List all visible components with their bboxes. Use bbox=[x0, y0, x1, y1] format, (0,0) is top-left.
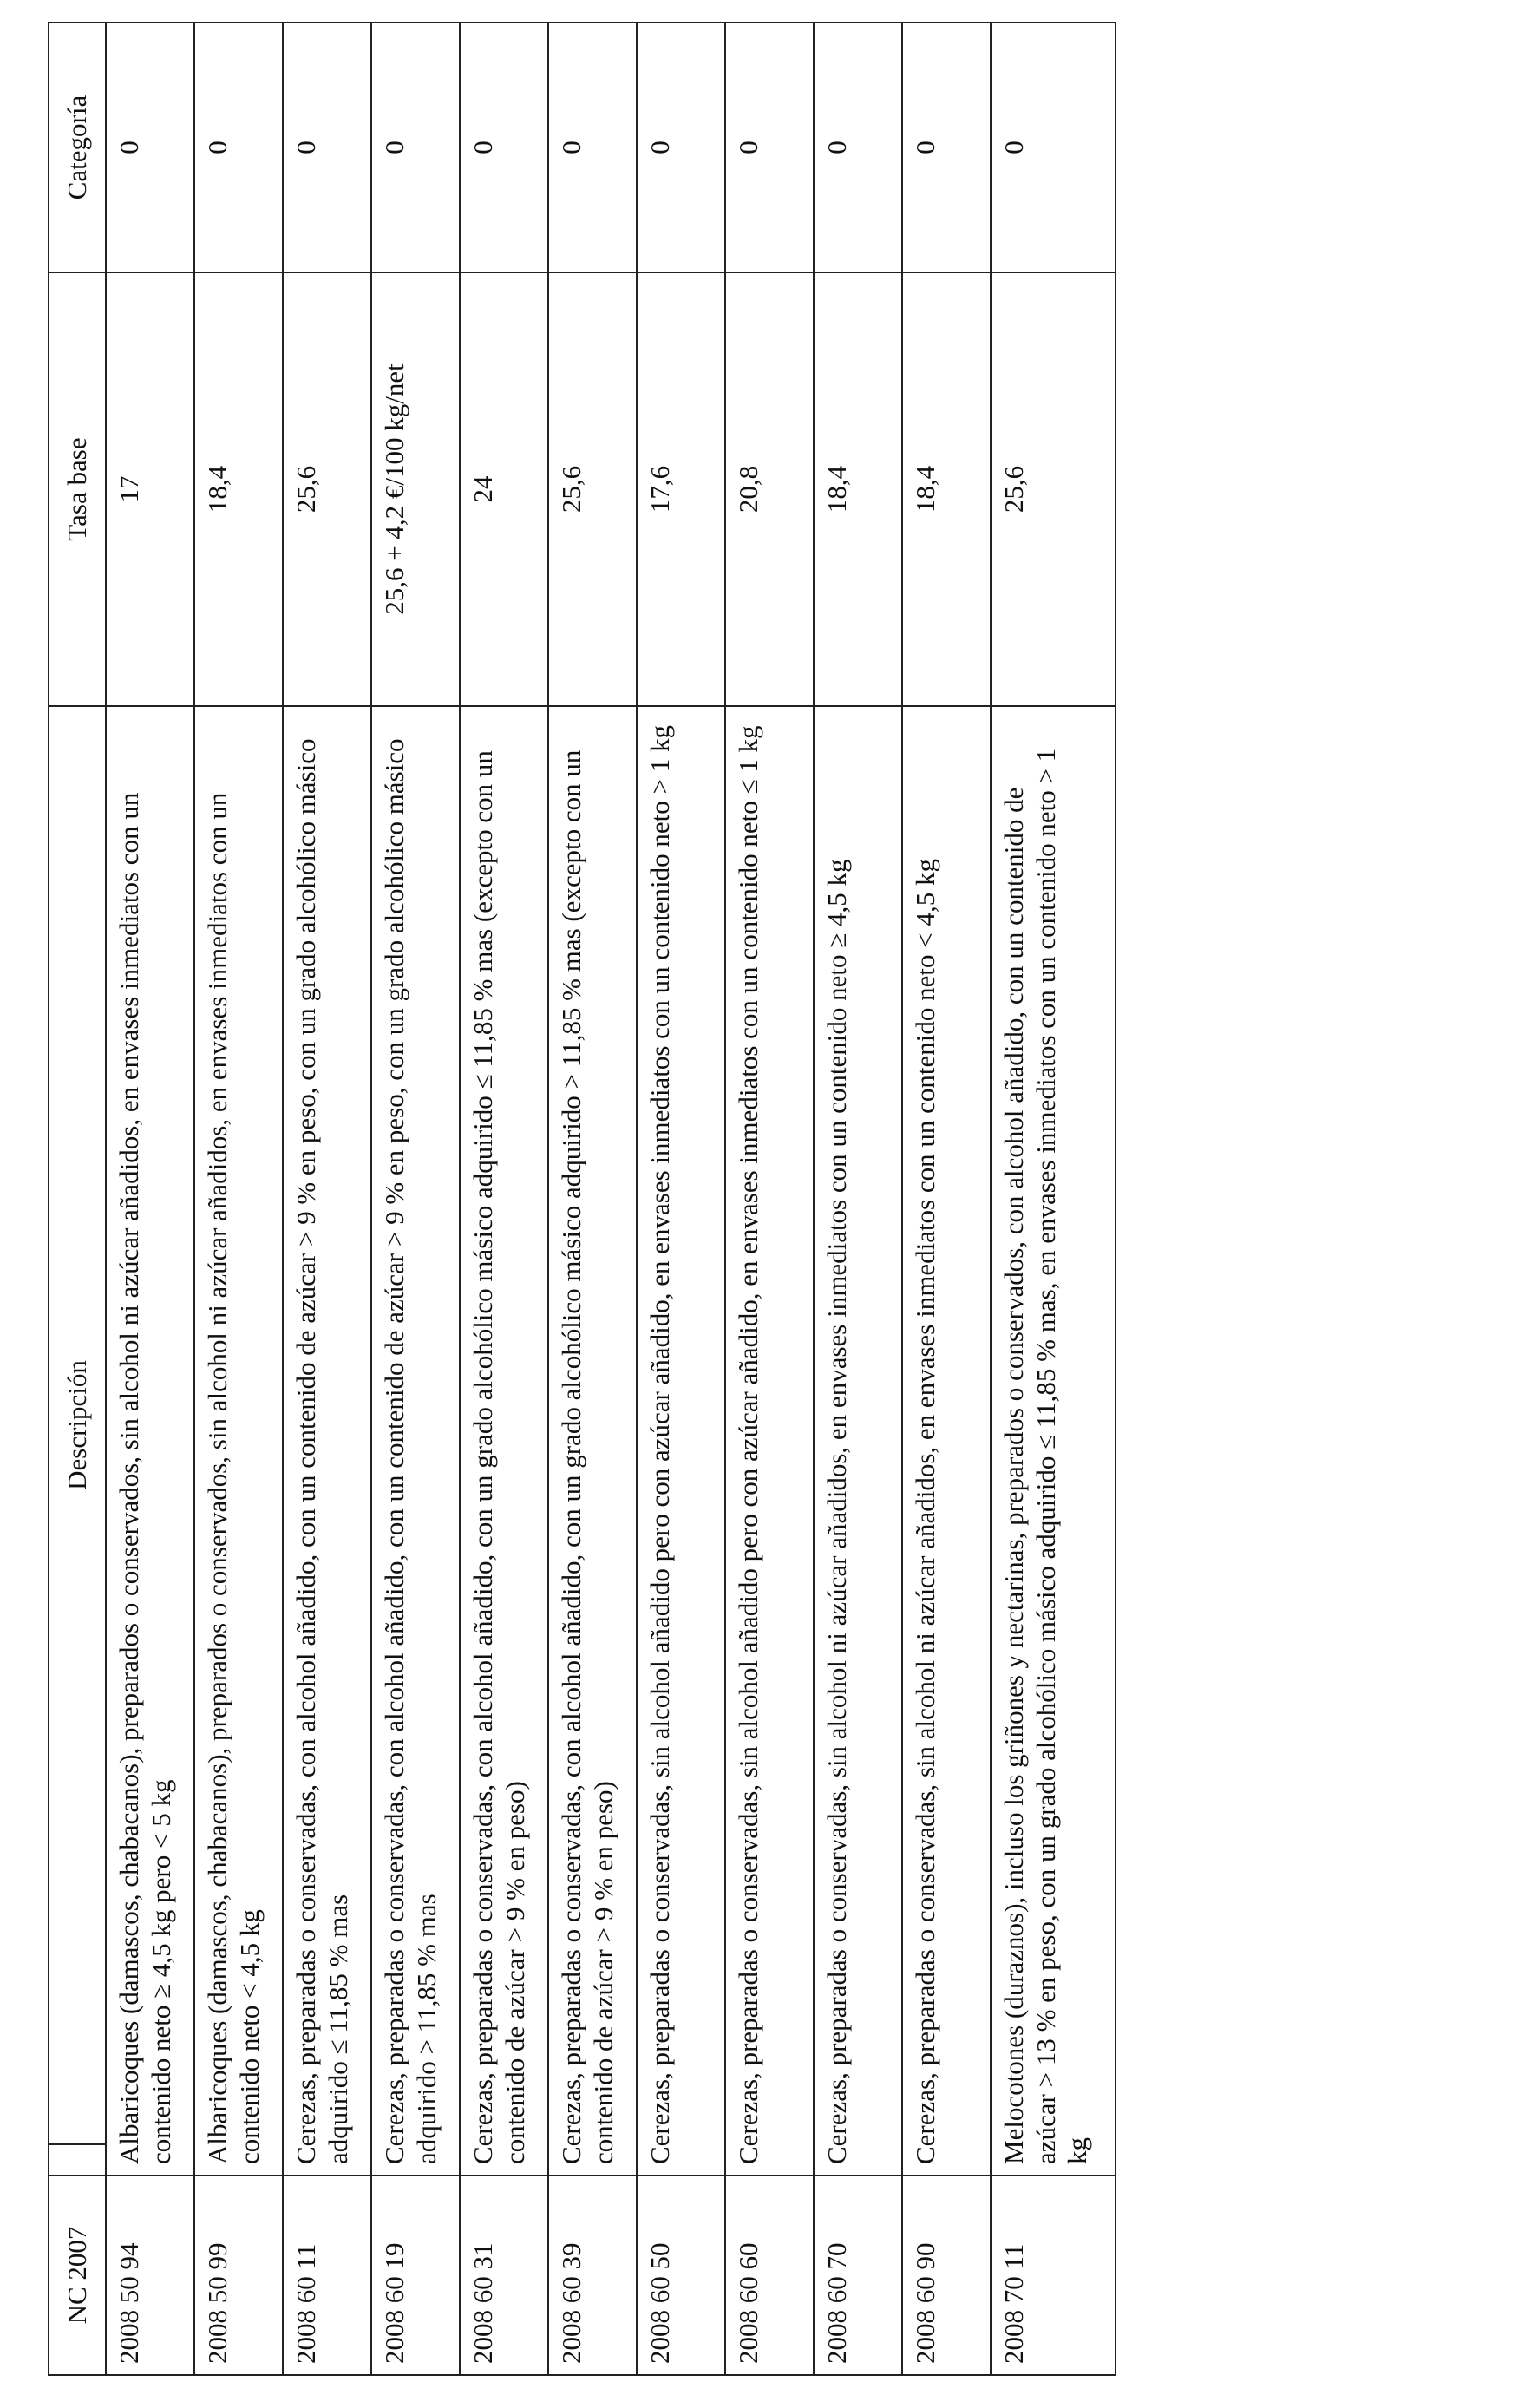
cell-description: Cerezas, preparadas o conservadas, con alcohol añadido, con un contenido de azúcar > 9 % en peso, con un grado alcohólico másico adquirido ≤ 11,85 % mas bbox=[283, 706, 371, 2176]
cell-category: 0 bbox=[194, 23, 283, 272]
table-row bbox=[814, 23, 902, 2375]
table-row bbox=[106, 23, 194, 2375]
table-row bbox=[460, 23, 548, 2375]
cell-rate: 25,6 bbox=[548, 272, 637, 706]
cell-description: Albaricoques (damascos, chabacanos), preparados o conservados, sin alcohol ni azúcar añadidos, en envases inmediatos con un contenido neto ≥ 4,5 kg pero < 5 kg bbox=[106, 706, 194, 2176]
table-row bbox=[194, 23, 283, 2375]
cell-code: 2008 60 50 bbox=[637, 2176, 725, 2375]
table-row bbox=[725, 23, 814, 2375]
header-row bbox=[49, 23, 106, 2375]
table-row bbox=[637, 23, 725, 2375]
cell-code: 2008 60 39 bbox=[548, 2176, 637, 2375]
cell-rate: 17,6 bbox=[637, 272, 725, 706]
cell-code: 2008 60 31 bbox=[460, 2176, 548, 2375]
cell-category: 0 bbox=[371, 23, 460, 272]
cell-code: 2008 60 11 bbox=[283, 2176, 371, 2375]
cell-code: 2008 60 19 bbox=[371, 2176, 460, 2375]
cell-rate: 24 bbox=[460, 272, 548, 706]
table-row bbox=[283, 23, 371, 2375]
cell-description: Albaricoques (damascos, chabacanos), preparados o conservados, sin alcohol ni azúcar añadidos, en envases inmediatos con un contenido neto < 4,5 kg bbox=[194, 706, 283, 2176]
header-description: Descripción bbox=[49, 706, 106, 2144]
cell-code: 2008 60 70 bbox=[814, 2176, 902, 2375]
cell-description: Cerezas, preparadas o conservadas, con alcohol añadido, con un grado alcohólico másico adquirido > 11,85 % mas (excepto con un contenido de azúcar > 9 % en peso) bbox=[548, 706, 637, 2176]
cell-category: 0 bbox=[637, 23, 725, 272]
tariff-table bbox=[48, 22, 1116, 2376]
table-row bbox=[371, 23, 460, 2375]
cell-category: 0 bbox=[725, 23, 814, 272]
header-spacer bbox=[49, 2144, 106, 2176]
cell-description: Melocotones (duraznos), incluso los griñones y nectarinas, preparados o conservados, con alcohol añadido, con un contenido de azúcar > 13 % en peso, con un grado alcohólico másico adquirido ≤ 11,85 % mas, en envases inmediatos con un contenido neto > 1 kg bbox=[991, 706, 1116, 2176]
cell-rate: 25,6 bbox=[991, 272, 1116, 706]
cell-code: 2008 60 90 bbox=[902, 2176, 991, 2375]
cell-category: 0 bbox=[460, 23, 548, 272]
cell-category: 0 bbox=[902, 23, 991, 272]
cell-rate: 20,8 bbox=[725, 272, 814, 706]
cell-description: Cerezas, preparadas o conservadas, sin alcohol ni azúcar añadidos, en envases inmediatos con un contenido neto ≥ 4,5 kg bbox=[814, 706, 902, 2176]
cell-code: 2008 70 11 bbox=[991, 2176, 1116, 2375]
cell-code: 2008 60 60 bbox=[725, 2176, 814, 2375]
cell-category: 0 bbox=[106, 23, 194, 272]
cell-rate: 25,6 bbox=[283, 272, 371, 706]
table-row bbox=[902, 23, 991, 2375]
cell-category: 0 bbox=[548, 23, 637, 272]
cell-code: 2008 50 99 bbox=[194, 2176, 283, 2375]
cell-category: 0 bbox=[991, 23, 1116, 272]
header-category: Categoría bbox=[49, 23, 106, 272]
cell-code: 2008 50 94 bbox=[106, 2176, 194, 2375]
header-code: NC 2007 bbox=[49, 2176, 106, 2375]
table-row bbox=[548, 23, 637, 2375]
cell-description: Cerezas, preparadas o conservadas, sin alcohol ni azúcar añadidos, en envases inmediatos con un contenido neto < 4,5 kg bbox=[902, 706, 991, 2176]
cell-description: Cerezas, preparadas o conservadas, con alcohol añadido, con un grado alcohólico másico adquirido ≤ 11,85 % mas (excepto con un contenido de azúcar > 9 % en peso) bbox=[460, 706, 548, 2176]
cell-rate: 17 bbox=[106, 272, 194, 706]
cell-description: Cerezas, preparadas o conservadas, sin alcohol añadido pero con azúcar añadido, en envases inmediatos con un contenido neto ≤ 1 kg bbox=[725, 706, 814, 2176]
cell-rate: 25,6 + 4,2 €/100 kg/net bbox=[371, 272, 460, 706]
cell-rate: 18,4 bbox=[902, 272, 991, 706]
cell-description: Cerezas, preparadas o conservadas, con alcohol añadido, con un contenido de azúcar > 9 % en peso, con un grado alcohólico másico adquirido > 11,85 % mas bbox=[371, 706, 460, 2176]
cell-rate: 18,4 bbox=[194, 272, 283, 706]
cell-rate: 18,4 bbox=[814, 272, 902, 706]
cell-description: Cerezas, preparadas o conservadas, sin alcohol añadido pero con azúcar añadido, en envases inmediatos con un contenido neto > 1 kg bbox=[637, 706, 725, 2176]
cell-category: 0 bbox=[814, 23, 902, 272]
cell-category: 0 bbox=[283, 23, 371, 272]
header-rate: Tasa base bbox=[49, 272, 106, 706]
table-row bbox=[991, 23, 1116, 2375]
